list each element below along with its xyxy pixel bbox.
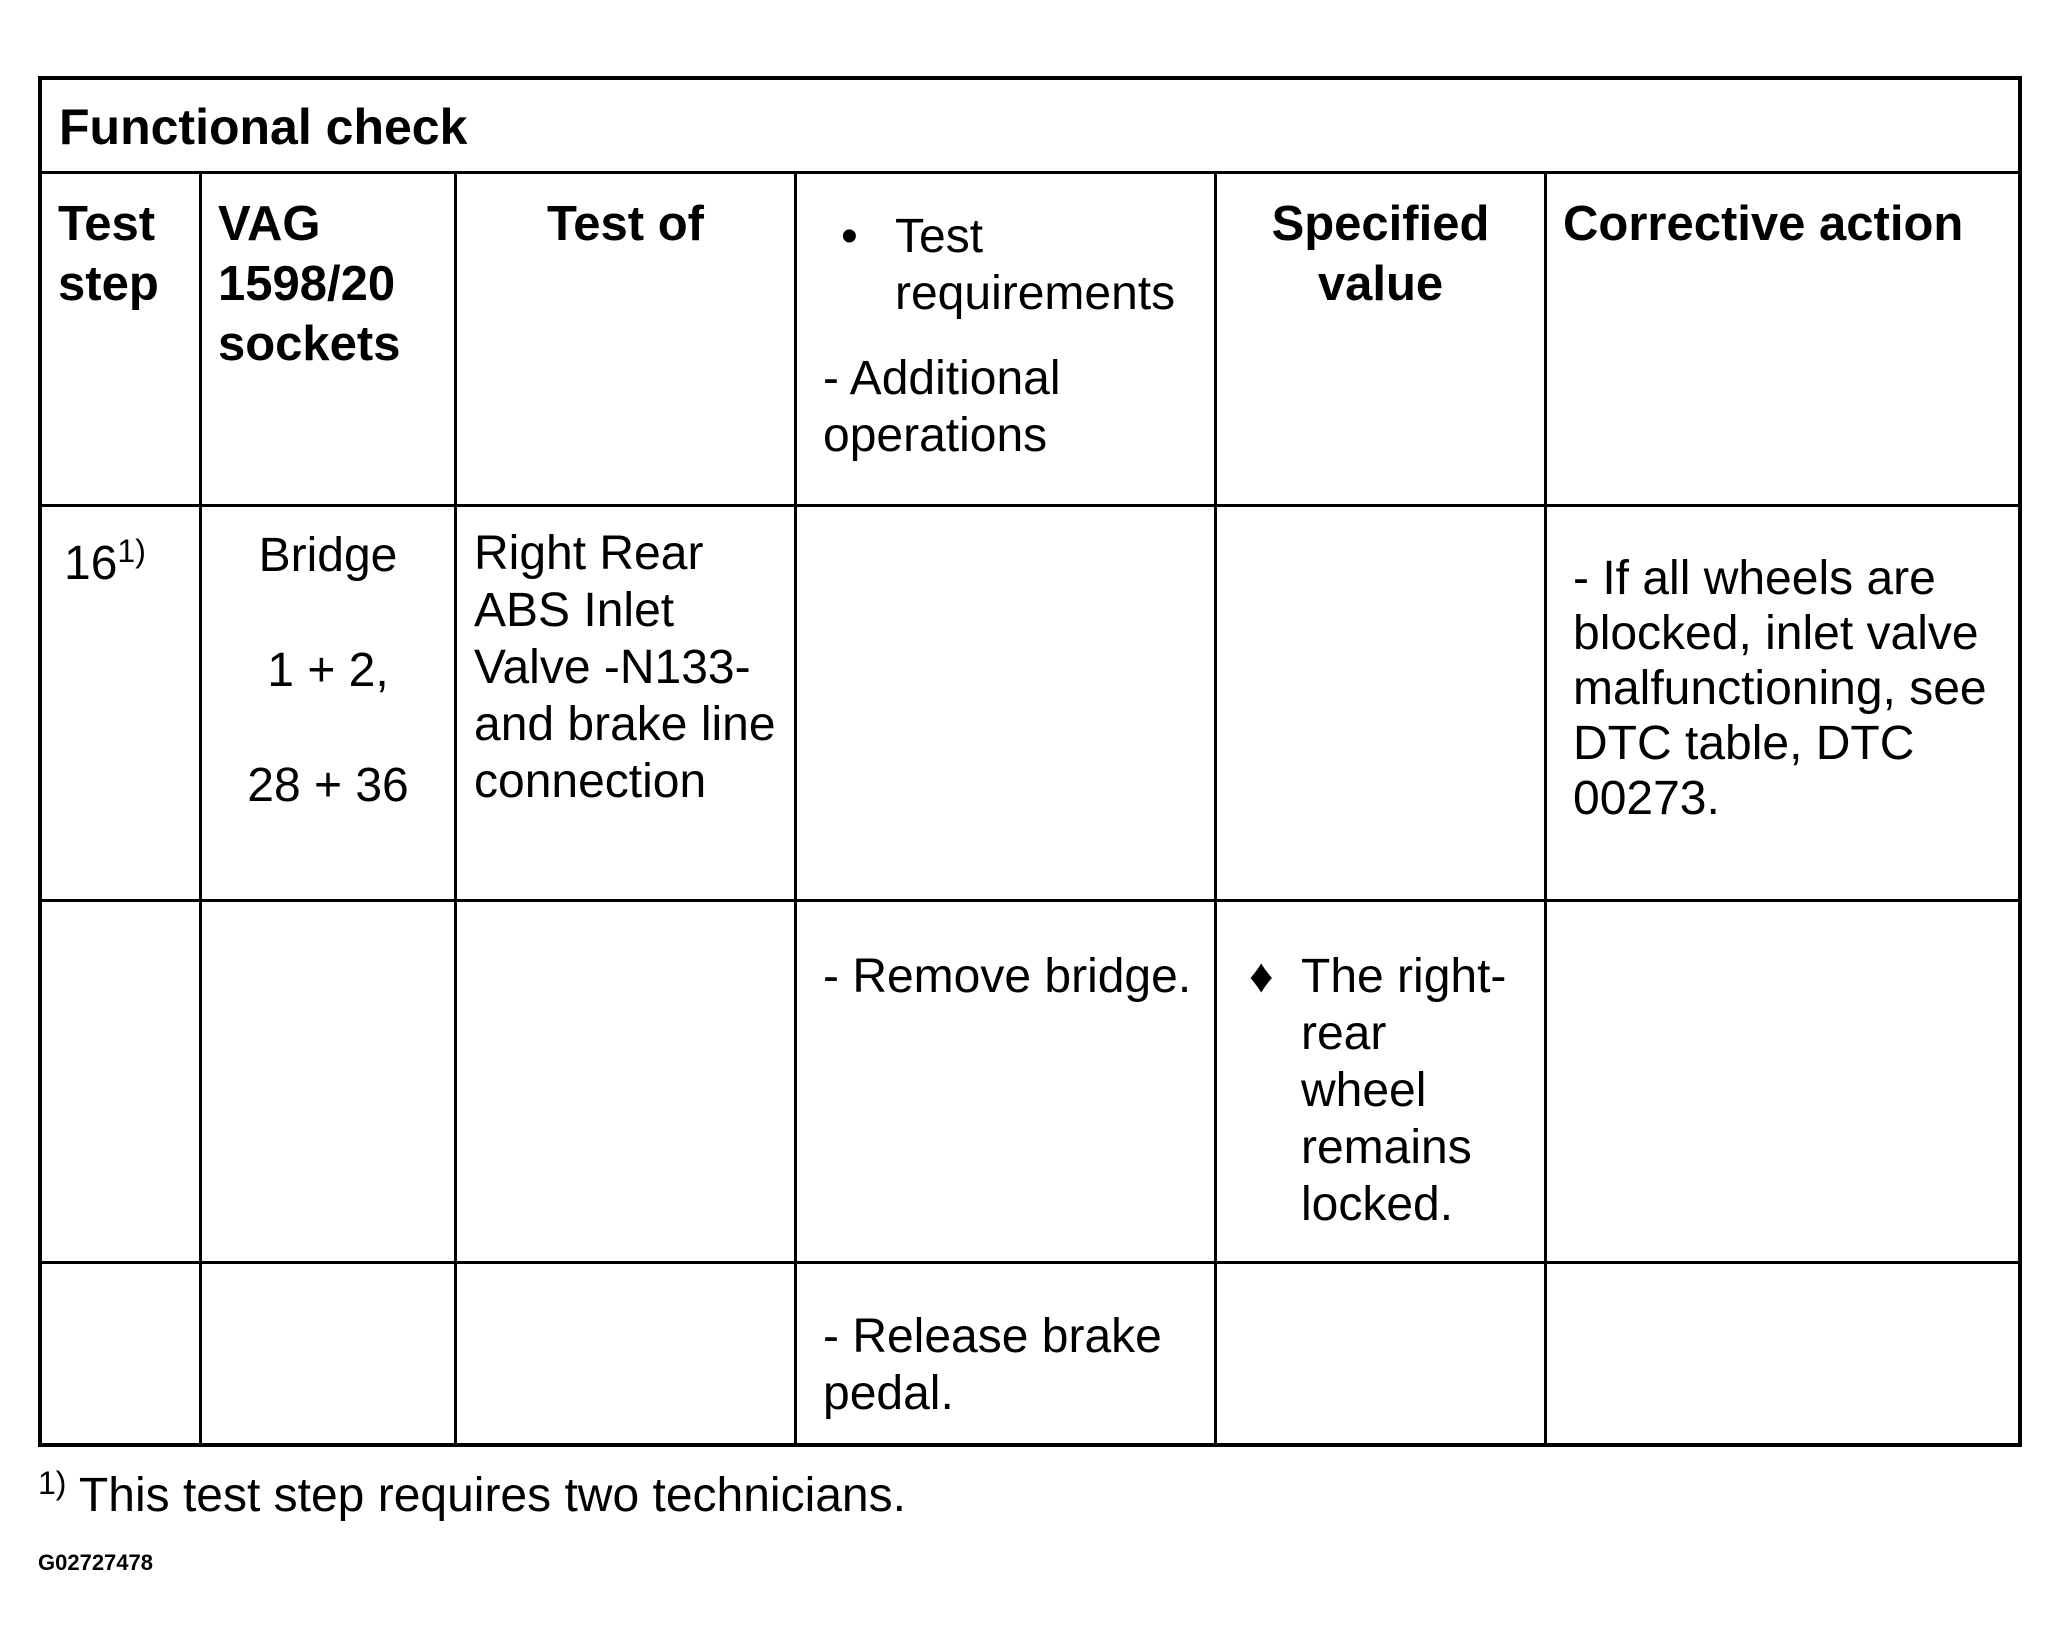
- row1-step: [42, 507, 202, 902]
- row2-corrective: [1547, 902, 2018, 1264]
- row3-specified: [1217, 1264, 1547, 1443]
- row2-step: [42, 902, 202, 1264]
- footnote-text: This test step requires two technicians.: [78, 1469, 906, 1522]
- row1-requirements: [797, 507, 1217, 902]
- row1-sockets: [202, 507, 457, 902]
- row2-specified-bullet-line: [1249, 948, 1528, 1233]
- row3-requirements: - Release brake pedal.: [797, 1264, 1217, 1443]
- row1-test-of: Right Rear ABS Inlet Valve -N133- and brake line connection: [457, 507, 797, 902]
- row1-specified: [1217, 507, 1547, 902]
- functional-check-table: [38, 76, 2022, 1447]
- row2-specified: [1217, 902, 1547, 1264]
- header-sockets-label: VAG 1598/20 sockets: [218, 197, 401, 371]
- header-test-of: Test of: [457, 174, 797, 507]
- footnote-marker: 1): [38, 1465, 67, 1501]
- row1-sockets-line2: 1 + 2,: [267, 644, 389, 697]
- header-test-step-label: Test step: [58, 197, 159, 311]
- header-specified-label: Specified value: [1271, 197, 1490, 311]
- row2-sockets: [202, 902, 457, 1264]
- row3-sockets: [202, 1264, 457, 1443]
- header-corrective: Corrective action: [1547, 174, 2018, 507]
- row1-sockets-line3: 28 + 36: [247, 759, 409, 812]
- header-sockets: [202, 174, 457, 507]
- row2-requirements: - Remove bridge.: [797, 902, 1217, 1264]
- row1-step-note: 1): [117, 533, 146, 569]
- row3-corrective: [1547, 1264, 2018, 1443]
- bullet-icon: •: [841, 210, 858, 263]
- requirements-bullet-line: [823, 208, 1198, 322]
- header-specified: [1217, 174, 1547, 507]
- row2-test-of: [457, 902, 797, 1264]
- row3-step: [42, 1264, 202, 1443]
- header-additional-label: - Additional operations: [823, 352, 1061, 462]
- row2-specified-text: The right-rear wheel remains locked.: [1301, 950, 1507, 1231]
- diamond-bullet-icon: ♦: [1249, 950, 1274, 1003]
- row3-test-of: [457, 1264, 797, 1443]
- row1-sockets-line1: Bridge: [258, 529, 398, 582]
- header-requirements: [797, 174, 1217, 507]
- table-title: Functional check: [42, 80, 2018, 174]
- footnote: [38, 1466, 906, 1526]
- figure-code: G02727478: [38, 1550, 153, 1575]
- header-test-step: [42, 174, 202, 507]
- row1-corrective: - If all wheels are blocked, inlet valve malfunctioning, see DTC table, DTC 00273.: [1547, 507, 2018, 902]
- header-requirements-label: Test requirements: [895, 210, 1176, 320]
- row1-step-number: 16: [64, 537, 118, 590]
